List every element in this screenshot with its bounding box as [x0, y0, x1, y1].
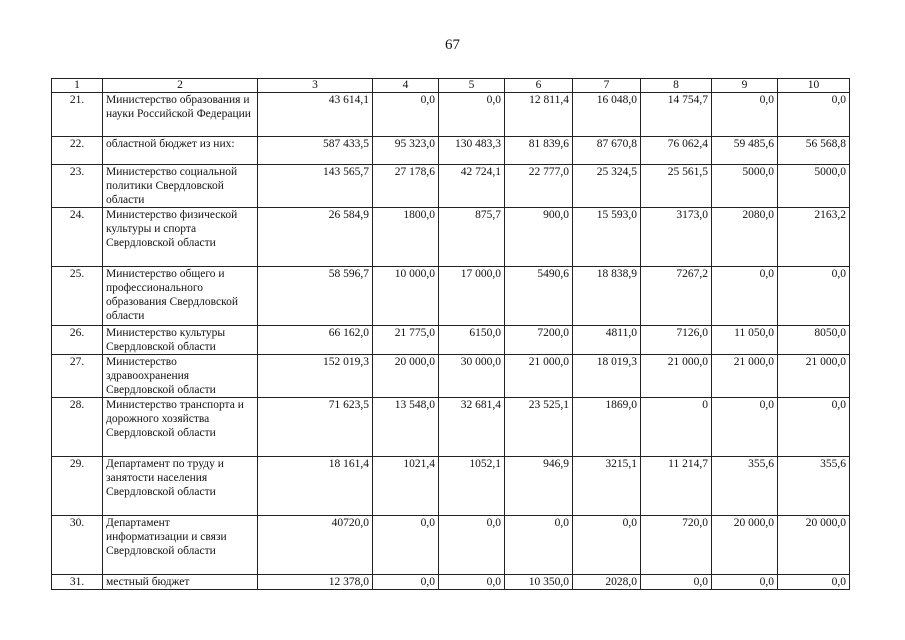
- cell-value: 14 754,7: [641, 93, 712, 137]
- row-number: 23.: [52, 165, 103, 208]
- table-row: [52, 267, 850, 326]
- cell-value: 0,0: [712, 575, 778, 590]
- cell-value: 3215,1: [573, 457, 641, 516]
- table-row: [52, 398, 850, 457]
- column-header: 4: [373, 79, 439, 93]
- cell-value: 0,0: [439, 93, 505, 137]
- cell-value: 20 000,0: [373, 355, 439, 398]
- row-name: Департамент информатизации и связи Свердловской области: [103, 516, 258, 575]
- cell-value: 2080,0: [712, 208, 778, 267]
- cell-value: 16 048,0: [573, 93, 641, 137]
- cell-value: 12 378,0: [258, 575, 373, 590]
- cell-value: 355,6: [778, 457, 850, 516]
- cell-value: 18 838,9: [573, 267, 641, 326]
- cell-value: 0,0: [778, 93, 850, 137]
- cell-value: 4811,0: [573, 326, 641, 355]
- cell-value: 27 178,6: [373, 165, 439, 208]
- cell-value: 20 000,0: [712, 516, 778, 575]
- cell-value: 30 000,0: [439, 355, 505, 398]
- cell-value: 18 019,3: [573, 355, 641, 398]
- row-number: 24.: [52, 208, 103, 267]
- column-header: 7: [573, 79, 641, 93]
- cell-value: 0,0: [641, 575, 712, 590]
- table-row: [52, 165, 850, 208]
- row-name: областной бюджет из них:: [103, 137, 258, 165]
- cell-value: 17 000,0: [439, 267, 505, 326]
- table-row: [52, 575, 850, 590]
- cell-value: 12 811,4: [505, 93, 573, 137]
- cell-value: 0,0: [778, 398, 850, 457]
- cell-value: 11 214,7: [641, 457, 712, 516]
- cell-value: 58 596,7: [258, 267, 373, 326]
- cell-value: 6150,0: [439, 326, 505, 355]
- cell-value: 0,0: [712, 93, 778, 137]
- cell-value: 130 483,3: [439, 137, 505, 165]
- row-number: 25.: [52, 267, 103, 326]
- cell-value: 40720,0: [258, 516, 373, 575]
- cell-value: 0,0: [373, 516, 439, 575]
- cell-value: 15 593,0: [573, 208, 641, 267]
- page-number: 67: [445, 37, 460, 53]
- cell-value: 66 162,0: [258, 326, 373, 355]
- table-body: [52, 93, 850, 590]
- cell-value: 56 568,8: [778, 137, 850, 165]
- cell-value: 23 525,1: [505, 398, 573, 457]
- row-name: Министерство здравоохранения Свердловской области: [103, 355, 258, 398]
- cell-value: 76 062,4: [641, 137, 712, 165]
- cell-value: 21 000,0: [712, 355, 778, 398]
- row-name: Департамент по труду и занятости населения Свердловской области: [103, 457, 258, 516]
- cell-value: 95 323,0: [373, 137, 439, 165]
- table-row: [52, 516, 850, 575]
- cell-value: 0,0: [439, 575, 505, 590]
- cell-value: 0,0: [373, 93, 439, 137]
- cell-value: 0,0: [712, 267, 778, 326]
- column-header: 1: [52, 79, 103, 93]
- cell-value: 21 000,0: [778, 355, 850, 398]
- budget-table: [51, 78, 850, 590]
- cell-value: 7267,2: [641, 267, 712, 326]
- cell-value: 1052,1: [439, 457, 505, 516]
- cell-value: 143 565,7: [258, 165, 373, 208]
- cell-value: 59 485,6: [712, 137, 778, 165]
- cell-value: 7126,0: [641, 326, 712, 355]
- cell-value: 0,0: [439, 516, 505, 575]
- cell-value: 87 670,8: [573, 137, 641, 165]
- row-name: Министерство социальной политики Свердловской области: [103, 165, 258, 208]
- row-name: Министерство общего и профессионального образования Свердловской области: [103, 267, 258, 326]
- row-name: Министерство образования и науки Российской Федерации: [103, 93, 258, 137]
- cell-value: 5490,6: [505, 267, 573, 326]
- cell-value: 2163,2: [778, 208, 850, 267]
- cell-value: 355,6: [712, 457, 778, 516]
- cell-value: 20 000,0: [778, 516, 850, 575]
- column-header: 8: [641, 79, 712, 93]
- table-row: [52, 208, 850, 267]
- table-row: [52, 326, 850, 355]
- column-header: 3: [258, 79, 373, 93]
- row-number: 28.: [52, 398, 103, 457]
- cell-value: 3173,0: [641, 208, 712, 267]
- cell-value: 720,0: [641, 516, 712, 575]
- cell-value: 587 433,5: [258, 137, 373, 165]
- cell-value: 26 584,9: [258, 208, 373, 267]
- row-name: Министерство культуры Свердловской области: [103, 326, 258, 355]
- table-row: [52, 93, 850, 137]
- column-header: 2: [103, 79, 258, 93]
- cell-value: 21 775,0: [373, 326, 439, 355]
- cell-value: 5000,0: [778, 165, 850, 208]
- cell-value: 8050,0: [778, 326, 850, 355]
- cell-value: 1869,0: [573, 398, 641, 457]
- table-row: [52, 457, 850, 516]
- cell-value: 21 000,0: [505, 355, 573, 398]
- cell-value: 22 777,0: [505, 165, 573, 208]
- cell-value: 11 050,0: [712, 326, 778, 355]
- cell-value: 0,0: [573, 516, 641, 575]
- cell-value: 7200,0: [505, 326, 573, 355]
- cell-value: 1800,0: [373, 208, 439, 267]
- cell-value: 1021,4: [373, 457, 439, 516]
- cell-value: 42 724,1: [439, 165, 505, 208]
- cell-value: 0,0: [505, 516, 573, 575]
- cell-value: 900,0: [505, 208, 573, 267]
- cell-value: 0,0: [373, 575, 439, 590]
- cell-value: 71 623,5: [258, 398, 373, 457]
- table-row: [52, 137, 850, 165]
- cell-value: 43 614,1: [258, 93, 373, 137]
- table-row: [52, 355, 850, 398]
- row-name: Министерство физической культуры и спорта Свердловской области: [103, 208, 258, 267]
- cell-value: 32 681,4: [439, 398, 505, 457]
- cell-value: 2028,0: [573, 575, 641, 590]
- cell-value: 946,9: [505, 457, 573, 516]
- header-row: [52, 79, 850, 93]
- cell-value: 5000,0: [712, 165, 778, 208]
- column-header: 10: [778, 79, 850, 93]
- cell-value: 10 000,0: [373, 267, 439, 326]
- row-number: 27.: [52, 355, 103, 398]
- cell-value: 81 839,6: [505, 137, 573, 165]
- column-header: 6: [505, 79, 573, 93]
- cell-value: 13 548,0: [373, 398, 439, 457]
- row-number: 22.: [52, 137, 103, 165]
- row-number: 29.: [52, 457, 103, 516]
- cell-value: 21 000,0: [641, 355, 712, 398]
- row-number: 21.: [52, 93, 103, 137]
- cell-value: 0: [641, 398, 712, 457]
- row-number: 31.: [52, 575, 103, 590]
- cell-value: 875,7: [439, 208, 505, 267]
- cell-value: 0,0: [778, 267, 850, 326]
- row-number: 30.: [52, 516, 103, 575]
- row-name: местный бюджет: [103, 575, 258, 590]
- cell-value: 25 324,5: [573, 165, 641, 208]
- cell-value: 0,0: [712, 398, 778, 457]
- cell-value: 10 350,0: [505, 575, 573, 590]
- cell-value: 152 019,3: [258, 355, 373, 398]
- row-number: 26.: [52, 326, 103, 355]
- cell-value: 18 161,4: [258, 457, 373, 516]
- column-header: 5: [439, 79, 505, 93]
- cell-value: 0,0: [778, 575, 850, 590]
- column-header: 9: [712, 79, 778, 93]
- cell-value: 25 561,5: [641, 165, 712, 208]
- row-name: Министерство транспорта и дорожного хозяйства Свердловской области: [103, 398, 258, 457]
